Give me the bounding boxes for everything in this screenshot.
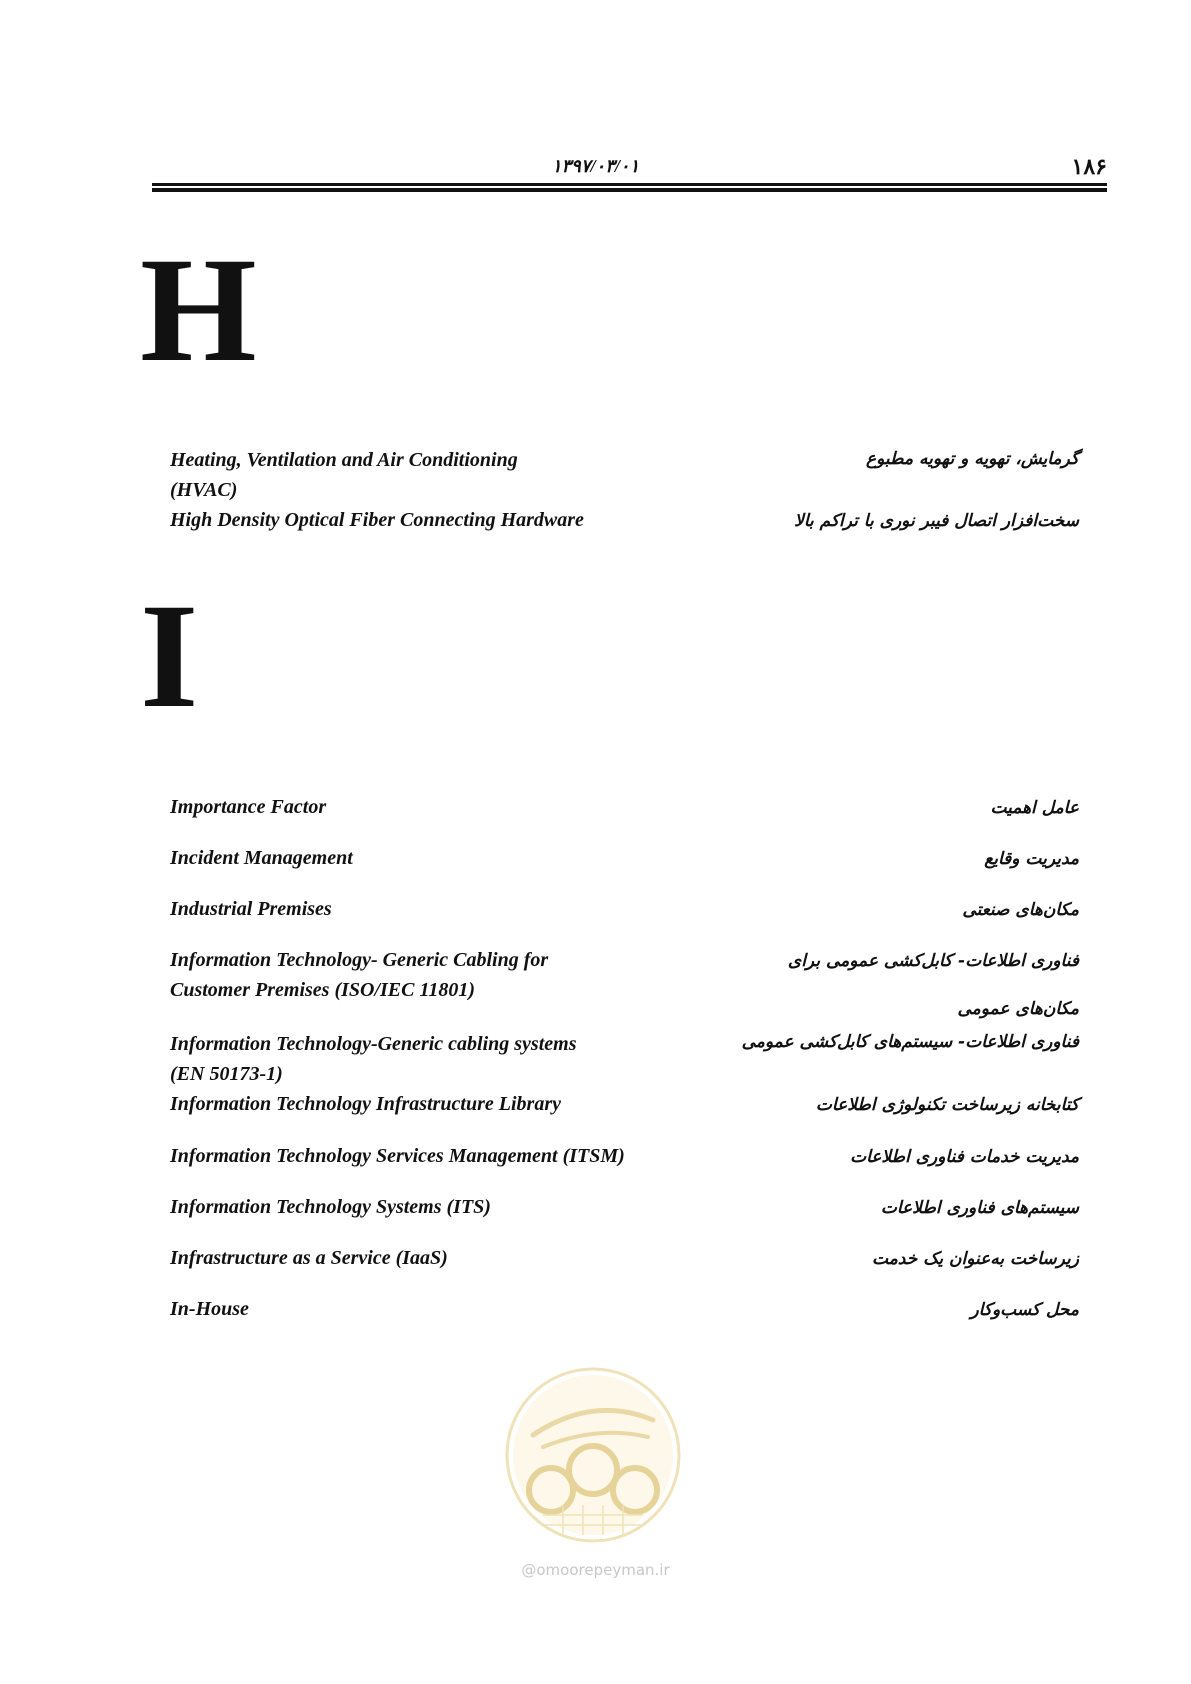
entry-english-line: Heating, Ventilation and Air Conditioning (170, 449, 518, 471)
entry-english (170, 445, 690, 505)
header-rule (152, 183, 1107, 192)
entry-persian-line: مکان‌های عمومی (957, 999, 1079, 1019)
entry-english: Importance Factor (170, 796, 327, 818)
entry-english-line: Customer Premises (ISO/IEC 11801) (170, 979, 476, 1001)
watermark-logo (503, 1365, 683, 1545)
entry-english: Industrial Premises (170, 898, 332, 920)
entry-english (170, 945, 690, 1005)
entry-persian: کتابخانه زیرساخت تکنولوژی اطلاعات (815, 1095, 1079, 1115)
entry-english: Information Technology Services Management (ITSM) (170, 1145, 625, 1167)
section-letter-i: I (140, 573, 199, 739)
entry-english: Infrastructure as a Service (IaaS) (170, 1247, 448, 1269)
watermark-site: @omoorepeyman.ir (521, 1561, 670, 1579)
entry-persian: زیرساخت به‌عنوان یک خدمت (872, 1249, 1079, 1269)
page-number: ۱۸۶ (1071, 154, 1107, 179)
entry-english-line: (EN 50173-1) (170, 1063, 283, 1085)
entry-persian: گرمایش، تهویه و تهویه مطبوع (865, 449, 1079, 469)
entry-english-line: (HVAC) (170, 479, 238, 501)
entry-persian: فناوری اطلاعات- سیستم‌های کابل‌کشی عمومی (741, 1032, 1079, 1052)
entry-persian: سیستم‌های فناوری اطلاعات (880, 1198, 1079, 1218)
entry-persian: مدیریت خدمات فناوری اطلاعات (850, 1147, 1079, 1167)
entry-english-line: Information Technology-Generic cabling systems (170, 1033, 577, 1055)
entry-english: In-House (170, 1298, 249, 1320)
entry-english: High Density Optical Fiber Connecting Hardware (170, 509, 584, 531)
entry-english: Information Technology Infrastructure Library (170, 1093, 561, 1115)
header-date: ۱۳۹۷/۰۳/۰۱ (551, 156, 640, 176)
entry-english: Incident Management (170, 847, 353, 869)
entry-persian: عامل اهمیت (990, 798, 1079, 818)
entry-persian: محل کسب‌وکار (970, 1300, 1079, 1320)
entry-english-line: Information Technology- Generic Cabling for (170, 949, 549, 971)
section-letter-h: H (140, 227, 257, 393)
entry-persian: مدیریت وقایع (984, 849, 1079, 869)
entry-persian: مکان‌های صنعتی (962, 900, 1079, 920)
entry-english: Information Technology Systems (ITS) (170, 1196, 491, 1218)
entry-persian-line: فناوری اطلاعات- کابل‌کشی عمومی برای (787, 951, 1079, 971)
entry-persian: سخت‌افزار اتصال فیبر نوری با تراکم بالا (794, 511, 1079, 531)
